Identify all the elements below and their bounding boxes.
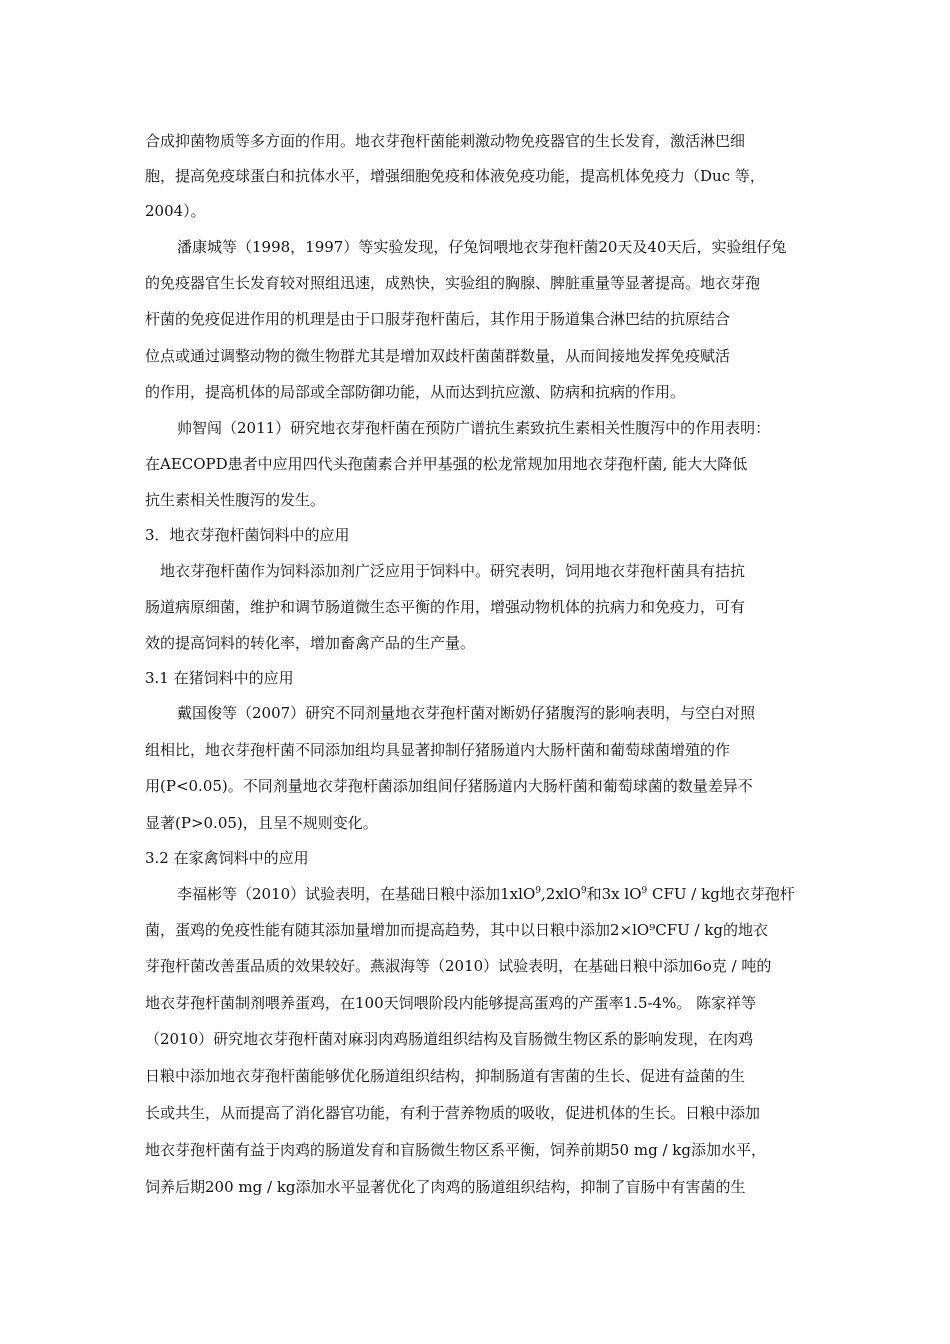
text-line: 长或共生，从而提高了消化器官功能，有利于营养物质的吸收，促进机体的生长。日粮中添加 (145, 1104, 761, 1122)
text-line: 效的提高饲料的转化率，增加畜禽产品的生产量。 (145, 634, 476, 652)
superscript: 9 (641, 886, 648, 896)
text-line: 合成抑菌物质等多方面的作用。地衣芽孢杆菌能刺激动物免疫器官的生长发育，激活淋巴细 (145, 132, 746, 150)
text-line: 地衣芽孢杆菌制剂喂养蛋鸡，在100天饲喂阶段内能够提高蛋鸡的产蛋率1.5-4%。 陈家祥等 (145, 994, 757, 1012)
section-heading: 3．地衣芽孢杆菌饲料中的应用 (145, 526, 350, 544)
text-line: 显著(P>0.05)，且呈不规则变化。 (145, 814, 378, 832)
paragraph-start: 帅智闯（2011）研究地衣芽孢杆菌在预防广谱抗生素致抗生素相关性腹泻中的作用表明： (177, 419, 771, 437)
paragraph-start (177, 884, 795, 906)
text-line: 杆菌的免疫促进作用的机理是由于口服芽孢杆菌后，其作用于肠道集合淋巴结的抗原结合 (145, 310, 731, 328)
text-line: 抗生素相关性腹泻的发生。 (145, 491, 326, 509)
paragraph-start: 潘康城等（1998，1997）等实验发现，仔兔饲喂地衣芽孢杆菌20天及40天后，实验组仔兔 (177, 238, 787, 256)
superscript: 9 (535, 886, 542, 896)
subsection-heading: 3.2 在家禽饲料中的应用 (145, 849, 309, 867)
text-line: 肠道病原细菌，维护和调节肠道微生态平衡的作用，增强动物机体的抗病力和免疫力，可有 (145, 598, 746, 616)
text-line: 饲养后期200 mg / kg添加水平显著优化了肉鸡的肠道组织结构，抑制了盲肠中有害菌的生 (145, 1178, 746, 1196)
text-run: 和3x lO (586, 885, 642, 903)
text-run: CFU / kg地衣芽孢杆 (647, 885, 795, 903)
text-line: （2010）研究地衣芽孢杆菌对麻羽肉鸡肠道组织结构及盲肠微生物区系的影响发现，在肉鸡 (145, 1030, 754, 1048)
superscript: 9 (580, 886, 587, 896)
text-line: 2004）。 (145, 202, 206, 220)
text-line: 芽孢杆菌改善蛋品质的效果较好。燕淑海等（2010）试验表明，在基础日粮中添加6o克 / 吨的 (145, 957, 772, 975)
text-line: 组相比，地衣芽孢杆菌不同添加组均具显著抑制仔猪肠道内大肠杆菌和葡萄球菌增殖的作 (145, 741, 731, 759)
text-line: 地衣芽孢杆菌有益于肉鸡的肠道发育和盲肠微生物区系平衡，饲养前期50 mg / kg添加水平， (145, 1141, 766, 1159)
text-line: 在AECOPD患者中应用四代头孢菌素合并甲基强的松龙常规加用地衣芽孢杆菌, 能大大降低 (145, 455, 748, 473)
paragraph-start: 戴国俊等（2007）研究不同剂量地衣芽孢杆菌对断奶仔猪腹泻的影响表明，与空白对照 (177, 704, 756, 722)
text-run: 李福彬等（2010）试验表明，在基础日粮中添加1xlO (177, 885, 536, 903)
text-line: 胞，提高免疫球蛋白和抗体水平，增强细胞免疫和体液免疫功能，提高机体免疫力（Duc 等， (145, 167, 765, 185)
text-line: 位点或通过调整动物的微生物群尤其是增加双歧杆菌菌群数量，从而间接地发挥免疫赋活 (145, 347, 731, 365)
paragraph-start: 地衣芽孢杆菌作为饲料添加剂广泛应用于饲料中。研究表明，饲用地衣芽孢杆菌具有拮抗 (160, 562, 746, 580)
text-line: 的免疫器官生长发育较对照组迅速，成熟快，实验组的胸腺、脾脏重量等显著提高。地衣芽孢 (145, 274, 761, 292)
text-line: 日粮中添加地衣芽孢杆菌能够优化肠道组织结构，抑制肠道有害菌的生长、促进有益菌的生 (145, 1067, 746, 1085)
text-line: 的作用，提高机体的局部或全部防御功能，从而达到抗应激、防病和抗病的作用。 (145, 383, 686, 401)
text-line: 菌，蛋鸡的免疫性能有随其添加量增加而提高趋势，其中以日粮中添加2×lO⁹CFU / kg的地衣 (145, 921, 769, 939)
text-line: 用(P<0.05)。不同剂量地衣芽孢杆菌添加组间仔猪肠道内大肠杆菌和葡萄球菌的数量差异不 (145, 777, 753, 795)
text-run: ,2xlO (541, 885, 581, 903)
subsection-heading: 3.1 在猪饲料中的应用 (145, 669, 294, 687)
